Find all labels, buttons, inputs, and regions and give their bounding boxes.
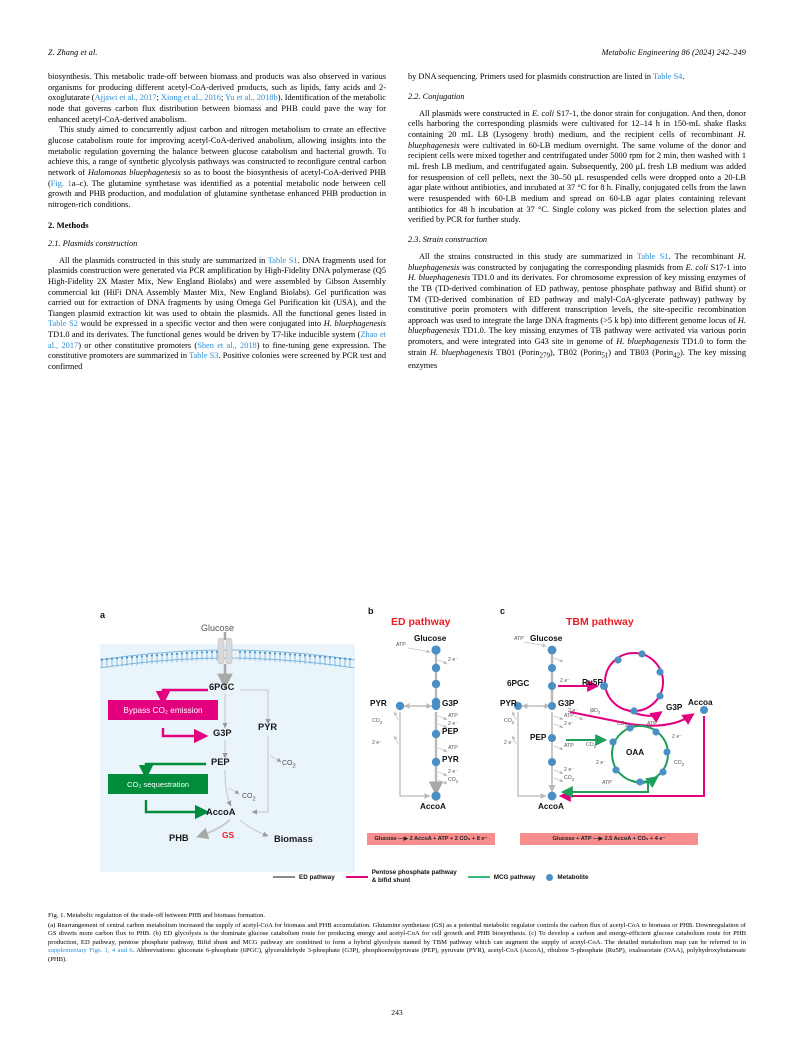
- species-name: H. bluephagenesis: [323, 319, 386, 329]
- tick-2e-c-1: 2 e⁻: [560, 678, 570, 684]
- legend-item-ppp: [346, 869, 457, 884]
- para-text: This study aimed to concurrently adjust carbon and nitrogen metabolism to create an effective glucose catabolism route for improving acetyl-CoA-derived anabolism, allowing insights into the metabolic regulation governing the balance between glucose catabolism and bacterial growth. To achieve this, a range of synthetic glycolysis pathways was constructed to reconfigure central carbon network of: [48, 125, 386, 177]
- panel-c-title: TBM pathway: [566, 616, 634, 628]
- co2-sequestration-box: CO₂ sequestration: [108, 774, 208, 794]
- tick-co2-c-6: $CO_2$: [674, 760, 685, 768]
- caption-title: Fig. 1. Metabolic regulation of the trade-off between PHB and biomass formation.: [48, 912, 266, 919]
- caption-body-part1: (a) Rearrangement of central carbon metabolism increased the supply of acetyl-CoA for biomass and PHB accumulation. Glutamine synthetase (GS) as a potential metabolic regulator controls the carbon flux of acetyl-CoA to biomass or PHB. Downregulation of GS diverts more carbon flux to PHB. (b) ED glycolysis is the dominate glucose catabolism route for producing energy and acetyl-CoA for cell growth and PHB biosynthesis. (c) To develop a carbon and energy-efficient glucose catabolism route for PHB production, ED pathway, pentose phosphate pathway, Bifid shunt and MCG pathway are combined to form a hybrid glycolysis named by TBM pathway which can augment the supply of acetyl-CoA. The detailed metabolism map can be referred to in: [48, 921, 746, 946]
- para-text: so as to boost the biosynthesis of acetyl-CoA-derived PHB (: [48, 167, 386, 188]
- legend-label-ppp-line2: & bifid shunt: [371, 877, 411, 884]
- figure-caption: [48, 912, 746, 965]
- node-phb-a: PHB: [169, 833, 189, 843]
- ppp-line-swatch-icon: [346, 876, 368, 878]
- figure-link[interactable]: Fig. 1: [50, 178, 72, 188]
- legend-label-ppp: [372, 869, 457, 884]
- tick-2e-c-4: 2 e⁻: [564, 721, 574, 727]
- legend-item-mcg: [468, 874, 536, 881]
- node-accoa-b: AccoA: [420, 802, 446, 811]
- node-pep-c: PEP: [530, 733, 547, 742]
- figure-1: [48, 606, 746, 906]
- tick-2e-b-2: 2 e⁻: [448, 721, 458, 727]
- tick-2e-b-3: 2 e⁻: [448, 769, 458, 775]
- caption-body-part2: . Abbreviations: gluconate 6-phosphate (6PGC), glyceraldehyde 3-phosphate (G3P), phosphoenolpyruvate (PEP), pyruvate (PYR), acetyl-CoA (AccoA), ribulose 5-phosphate (Ru5P), oxaloacetate (OAA), polyhydroxybutanoate (PHB).: [48, 947, 746, 963]
- species-name: H. bluephagenesis: [429, 347, 493, 357]
- tick-co2-c-3: $CO_2$: [564, 775, 575, 783]
- species-name: H. bluephagenesis: [408, 315, 746, 336]
- citation-link[interactable]: Xiong et al., 2016: [160, 93, 221, 103]
- para-text: S17-1, the donor strain for conjugation. And then, donor cells harboring the corresponding plasmids were cultivated for 12–14 h in 150-mL shake flasks containing 20 mL LB (Lysogeny broth) medium, and the recipient cells of recombinant: [408, 108, 746, 139]
- figure-legend: [273, 864, 743, 890]
- caption-body: [48, 922, 746, 963]
- node-accoa-c-right: Accoa: [688, 698, 713, 707]
- para-text: TD1.0 and its derivates. The functional genes would be driven by T7-like inducible system (: [48, 330, 361, 340]
- panel-c-pathway-diagram: [500, 620, 735, 840]
- mcg-line-swatch-icon: [468, 876, 490, 878]
- para-text: ). Identification of the metabolic node that governs carbon flux distribution between biomass and PHB could pave the way for enhanced acetyl-CoA-derived anabolism.: [48, 93, 386, 124]
- node-pyr-b-2: PYR: [442, 755, 459, 764]
- para-text: TD1.0 to form the strain: [408, 337, 746, 357]
- node-6pgc-c: 6PGC: [507, 679, 530, 688]
- node-accoa-a: AccoA: [206, 807, 236, 817]
- para-text: . DNA fragments used for plasmids construction were generated via PCR amplification by High-Fidelity DNA polymerase (Q5 High-Fidelity 2X Master Mix, New England Biolabs) and were assembled by Gibson Assembly commercial kit (HiFi DNA Assembly Master Mix, New England Biolabs). Gel purification was carried out for extraction of DNA fragments by using Omega Gel Purification kit (USA), and the Tiangen plasmid extraction kit was used to obtain the plasmids. All the functional genes listed in: [48, 255, 386, 318]
- tick-atp-b-1: ATP: [396, 642, 406, 648]
- panel-label-b: b: [368, 606, 374, 616]
- tick-2e-c-5: 2 e⁻: [564, 767, 574, 773]
- node-g3p-c-right: G3P: [666, 703, 683, 712]
- tick-atp-c-5: ATP: [602, 780, 612, 786]
- legend-label-ppp-line1: Pentose phosphate pathway: [371, 869, 457, 877]
- para-text: TD1.0. The key missing enzymes of TB pathway were activated via various porin promoters, and were integrated into G43 site in genome of: [408, 326, 746, 347]
- panel-label-a: a: [100, 610, 106, 620]
- running-head: [48, 48, 746, 57]
- para-text: TB01 (Porin: [492, 347, 540, 357]
- tick-co2-c-1: $CO_2$: [590, 708, 601, 716]
- para-text: All the strains constructed in this study are summarized in: [419, 251, 637, 261]
- tick-atp-c-4: ATP: [647, 721, 657, 727]
- tick-2e-b-4: 2 e⁻: [372, 740, 382, 746]
- right-column: [408, 72, 746, 592]
- para-text: was constructed by conjugating the corresponding plasmids from: [459, 262, 686, 272]
- legend-label-metabolite: Metabolite: [557, 873, 589, 881]
- tick-2e-c-6: 2 e⁻: [672, 734, 682, 740]
- para-text: ;: [156, 93, 161, 103]
- species-name: E. coli: [685, 262, 708, 272]
- para-text: biosynthesis. This metabolic trade-off between biomass and products was also observed in various organisms for producing different acetyl-CoA-derived products, such as lipids, fatty acids and 2-oxoglutarate (: [48, 72, 386, 103]
- tick-co2-b-2: $CO_2$: [372, 718, 383, 726]
- para-text: . Positive colonies were screened by PCR test and confirmed: [48, 351, 386, 372]
- paragraph-study-aim: [48, 125, 386, 210]
- tick-co2-c-4: $CO_2$: [586, 742, 597, 750]
- node-glucose-c: Glucose: [530, 634, 563, 643]
- citation-link[interactable]: Zhao et al., 2017: [48, 330, 386, 350]
- legend-label-ed: ED pathway: [299, 873, 335, 881]
- table-link[interactable]: Table S3: [189, 351, 219, 361]
- panel-b-title: ED pathway: [391, 616, 451, 628]
- para-text: a–c). The glutamine synthetase was identified as a potential metabolic node between cell growth and PHB production, and modulation of glutamine synthetase enhanced PHB production in nitrogen-rich conditions.: [48, 178, 386, 209]
- para-text: were cultivated in 60-LB medium overnight. The same volume of the donor and recipient cells were mixed together and centrifugated under 5000 rpm for 2 min, then washed with 1 mL fresh LB medium, and centrifugated again. Subsequently, 200 μL fresh LB medium was added for resuspension of cell pellets, next the 30–50 μL resuspended cells were dropped onto a 20-LB agar plate without antibiotics, and incubated at 37 °C for 8 h. Finally, conjugated cells from the lawn were resuspended with 60-LB medium and spread on 60-LB agar plates containing relevant antibiotics for 48 h incubation at 37 °C. Single colony was picked from the selection plates and verified by PCR for further study.: [408, 140, 746, 225]
- body-columns: [48, 72, 746, 592]
- node-accoa-c: AccoA: [538, 802, 564, 811]
- tick-co2-c-5: $CO_2$: [617, 721, 628, 729]
- panel-a: [100, 624, 355, 872]
- para-text: .: [682, 72, 685, 81]
- node-glucose-a: Glucose: [201, 623, 235, 633]
- table-link[interactable]: Table S1: [636, 251, 669, 261]
- para-text: ), TB02 (Porin: [549, 347, 602, 357]
- tick-atp-c-3: ATP: [564, 743, 574, 749]
- equation-box-ed: Glucose —▶ 2 AccoA + ATP + 2 CO₂ + 8 e⁻: [367, 833, 495, 845]
- tick-co2-c-2: $CO_2$: [504, 718, 515, 726]
- tick-atp-c-2: ATP: [564, 713, 574, 719]
- ed-line-swatch-icon: [273, 876, 295, 878]
- paragraph-plasmids: [48, 256, 386, 373]
- citation-link[interactable]: Ajjawi et al., 2017: [94, 93, 157, 103]
- species-name: H. bluephagenesis: [616, 337, 679, 347]
- citation-link[interactable]: Shen et al., 2018: [197, 340, 257, 350]
- para-text: ). The key missing enzymes: [408, 347, 746, 371]
- para-text: would be expressed in a specific vector and then were conjugated into: [77, 319, 324, 329]
- porin-subscript: 42: [673, 351, 681, 360]
- species-name: H. bluephagenesis: [408, 251, 746, 272]
- left-column: [48, 72, 386, 592]
- species-name: E. coli: [532, 108, 555, 118]
- tick-atp-b-2: ATP: [448, 713, 458, 719]
- node-pyr-a: PYR: [258, 722, 278, 732]
- para-text: by DNA sequencing. Primers used for plasmids construction are listed in: [408, 72, 654, 81]
- node-g3p-a: G3P: [213, 728, 232, 738]
- paragraph-conjugation: [408, 109, 746, 226]
- node-6pgc-a: 6PGC: [209, 682, 235, 692]
- table-link[interactable]: Table S4: [653, 72, 683, 81]
- table-link[interactable]: Table S2: [48, 319, 78, 329]
- node-pep-b: PEP: [442, 727, 459, 736]
- running-head-journal: Metabolic Engineering 86 (2024) 242–249: [601, 48, 746, 57]
- legend-label-mcg: MCG pathway: [493, 873, 536, 881]
- tick-co2-b-1: $CO_2$: [448, 777, 459, 785]
- species-name: H. bluephagenesis: [408, 273, 471, 283]
- para-text: . The recombinant: [668, 251, 738, 261]
- tick-atp-b-3: ATP: [448, 745, 458, 751]
- panel-label-c: c: [500, 606, 506, 616]
- subsection-heading-plasmids: 2.1. Plasmids construction: [48, 238, 138, 248]
- para-text: ) or other constitutive promoters (: [78, 340, 198, 350]
- para-text: ) to fine-tuning gene expression. The constitutive promoters are summarized in: [48, 340, 386, 361]
- species-name: Halomonas bluephagenesis: [87, 167, 181, 177]
- bypass-co2-emission-box: Bypass CO₂ emission: [108, 700, 218, 720]
- section-heading-methods: 2. Methods: [48, 219, 89, 230]
- node-ru5p-c: Ru5P: [582, 678, 603, 687]
- porin-subscript: 279: [539, 351, 550, 360]
- node-co2-a-1: $CO_2$: [242, 793, 256, 803]
- tick-2e-b-1: 2 e⁻: [448, 657, 458, 663]
- node-g3p-c: G3P: [558, 699, 575, 708]
- node-co2-a-2: $CO_2$: [282, 760, 296, 770]
- node-pyr-b-1: PYR: [370, 699, 387, 708]
- para-text: ) and TB03 (Porin: [608, 347, 674, 357]
- node-glucose-b: Glucose: [414, 634, 447, 643]
- species-name: H. bluephagenesis: [408, 129, 746, 150]
- running-head-authors: Z. Zhang et al.: [48, 48, 98, 57]
- tick-atp-c-1: ATP: [514, 636, 524, 642]
- node-biomass-a: Biomass: [274, 834, 313, 844]
- gs-label: GS: [222, 830, 235, 840]
- paragraph-sequencing: [408, 72, 746, 83]
- citation-link[interactable]: Yu et al., 2018b: [225, 93, 278, 103]
- paragraph-strain: [408, 252, 746, 372]
- porin-subscript: 51: [601, 351, 609, 360]
- legend-item-ed: [273, 874, 335, 881]
- node-pep-a: PEP: [211, 757, 230, 767]
- legend-item-metabolite: [546, 874, 588, 881]
- tick-2e-c-3: 2 e⁻: [504, 740, 514, 746]
- paragraph-continuation: [48, 72, 386, 125]
- para-text: TD1.0 and its derivates. For chromosome expression of key missing enzymes of the TB (TD-derived combination of ED pathway, pentose phosphate pathway and Bifid shunt) or TM (TD-derived combination of ED pathway and malyl-CoA-glycerate pathway) pathway by constitutive porin promoters with different transcription levels, the site-specific recombination approach was used to integrate the large DNA fragments (>5 k bp) into different genome locus of: [408, 273, 746, 325]
- subsection-heading-conjugation: 2.2. Conjugation: [408, 91, 465, 101]
- para-text: All the plasmids constructed in this study are summarized in: [59, 255, 268, 265]
- tick-2e-c-7: 2 e⁻: [596, 760, 606, 766]
- metabolite-dot-icon: [546, 874, 553, 881]
- equation-box-tbm: Glucose + ATP —▶ 2.5 AccoA + CO₂ + 4 e⁻: [520, 833, 698, 845]
- page-number: 243: [391, 1008, 403, 1017]
- tick-2e-c-2: 2 e⁻: [568, 708, 578, 714]
- subsection-heading-strain: 2.3. Strain construction: [408, 234, 488, 244]
- para-text: All plasmids were constructed in: [419, 108, 533, 118]
- node-pyr-c: PYR: [500, 699, 517, 708]
- supplementary-link[interactable]: supplementary Figs. 1, 4 and 6: [48, 947, 133, 955]
- node-g3p-b: G3P: [442, 699, 459, 708]
- table-link[interactable]: Table S1: [267, 255, 298, 265]
- para-text: S17-1 into: [707, 262, 746, 272]
- para-text: ;: [220, 93, 226, 103]
- node-oaa-c: OAA: [626, 748, 645, 757]
